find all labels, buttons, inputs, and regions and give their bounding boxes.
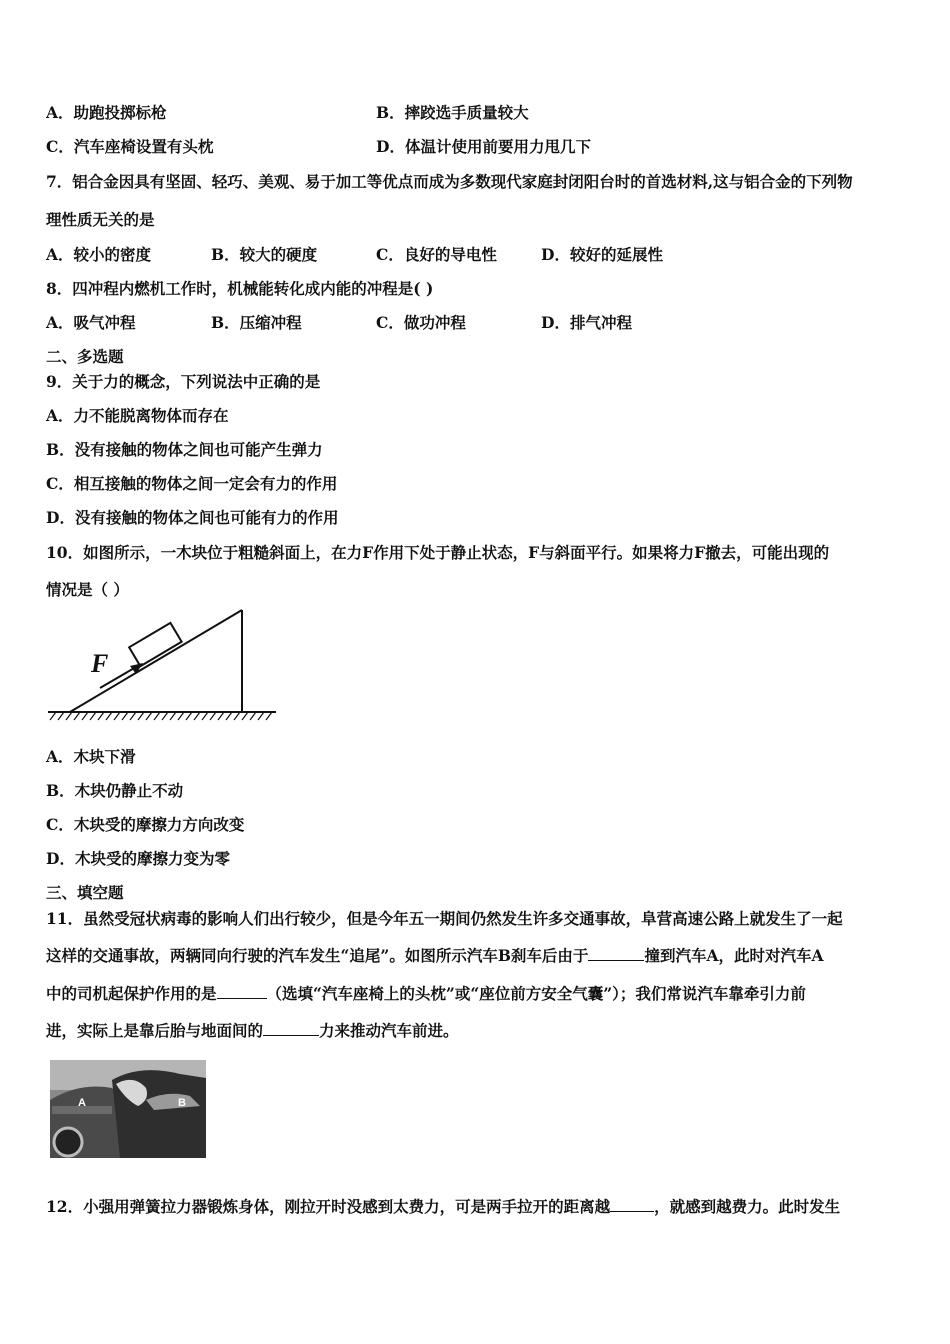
q7-option-a: A．较小的密度 xyxy=(46,245,152,264)
q9-stem: 9．关于力的概念，下列说法中正确的是 xyxy=(46,372,321,391)
q7-stem-line1: 7．铝合金因具有坚固、轻巧、美观、易于加工等优点而成为多数现代家庭封闭阳台时的首选材料,这与铝合金的下列物 xyxy=(46,172,853,191)
q10-option-c: C．木块受的摩擦力方向改变 xyxy=(46,815,245,834)
q9-option-c: C．相互接触的物体之间一定会有力的作用 xyxy=(46,474,338,493)
car-crash-photo xyxy=(50,1060,206,1158)
car-a-wheel xyxy=(54,1128,82,1156)
q11-line2-text-b: 撞到汽车A，此时对汽车A xyxy=(644,946,824,965)
q9-option-d: D．没有接触的物体之间也可能有力的作用 xyxy=(46,508,339,527)
q11-blank-3[interactable] xyxy=(263,1021,319,1036)
q7-option-d: D．较好的延展性 xyxy=(541,245,663,264)
q8-option-c: C．做功冲程 xyxy=(376,313,466,332)
q8-option-a: A．吸气冲程 xyxy=(46,313,136,332)
q6-option-b: B．摔跤选手质量较大 xyxy=(376,103,529,122)
q6-option-a: A．助跑投掷标枪 xyxy=(46,103,167,122)
q12-line1-text-a: 12．小强用弹簧拉力器锻炼身体，刚拉开时没感到太费力，可是两手拉开的距离越 xyxy=(46,1197,611,1216)
force-label: F xyxy=(91,649,109,678)
q11-line3-text-a: 中的司机起保护作用的是 xyxy=(46,984,217,1003)
q10-option-a: A．木块下滑 xyxy=(46,747,136,766)
q10-stem-line2: 情况是（ ） xyxy=(46,580,129,599)
q11-stem-line2 xyxy=(46,944,824,966)
q9-option-a: A．力不能脱离物体而存在 xyxy=(46,406,229,425)
q11-line3-text-b: （选填“汽车座椅上的头枕”或“座位前方安全气囊”）；我们常说汽车靠牵引力前 xyxy=(266,984,806,1003)
wooden-block xyxy=(129,623,182,666)
q12-blank-1[interactable] xyxy=(610,1197,654,1212)
q11-blank-2[interactable] xyxy=(217,984,267,999)
q8-option-d: D．排气冲程 xyxy=(541,313,632,332)
q9-option-b: B．没有接触的物体之间也可能产生弹力 xyxy=(46,440,323,459)
q6-option-d: D．体温计使用前要用力甩几下 xyxy=(376,137,591,156)
q7-option-c: C．良好的导电性 xyxy=(376,245,497,264)
q11-line4-text-a: 进，实际上是靠后胎与地面间的 xyxy=(46,1021,264,1040)
q8-option-b: B．压缩冲程 xyxy=(211,313,302,332)
q11-line2-text-a: 这样的交通事故，两辆同向行驶的汽车发生“追尾”。如图所示汽车B刹车后由于 xyxy=(46,946,589,965)
section-fill-blank-heading: 三、填空题 xyxy=(46,883,124,902)
q12-stem-line1 xyxy=(46,1195,840,1217)
q7-stem-line2: 理性质无关的是 xyxy=(46,210,155,229)
q10-stem-line1: 10．如图所示，一木块位于粗糙斜面上，在力F作用下处于静止状态，F与斜面平行。如果将力F撤去，可能出现的 xyxy=(46,543,830,562)
force-arrow-head xyxy=(130,663,143,674)
q11-stem-line4 xyxy=(46,1019,459,1041)
q10-option-d: D．木块受的摩擦力变为零 xyxy=(46,849,230,868)
incline-figure xyxy=(44,604,280,724)
q12-line1-text-b: ，就感到越费力。此时发生 xyxy=(654,1197,841,1216)
ground-hatching xyxy=(50,712,272,720)
q10-option-b: B．木块仍静止不动 xyxy=(46,781,184,800)
q11-stem-line3 xyxy=(46,982,806,1004)
photo-label-a: A xyxy=(78,1097,86,1109)
q11-line4-text-b: 力来推动汽车前进。 xyxy=(319,1021,459,1040)
q6-option-c: C．汽车座椅设置有头枕 xyxy=(46,137,214,156)
q8-stem: 8．四冲程内燃机工作时，机械能转化成内能的冲程是( ) xyxy=(46,279,434,298)
section-multiple-choice-heading: 二、多选题 xyxy=(46,347,124,366)
q11-stem-line1: 11．虽然受冠状病毒的影响人们出行较少，但是今年五一期间仍然发生许多交通事故，阜营高速公路上就发生了一起 xyxy=(46,909,843,928)
q11-blank-1[interactable] xyxy=(588,946,644,961)
q7-option-b: B．较大的硬度 xyxy=(211,245,318,264)
photo-label-b: B xyxy=(178,1097,186,1109)
